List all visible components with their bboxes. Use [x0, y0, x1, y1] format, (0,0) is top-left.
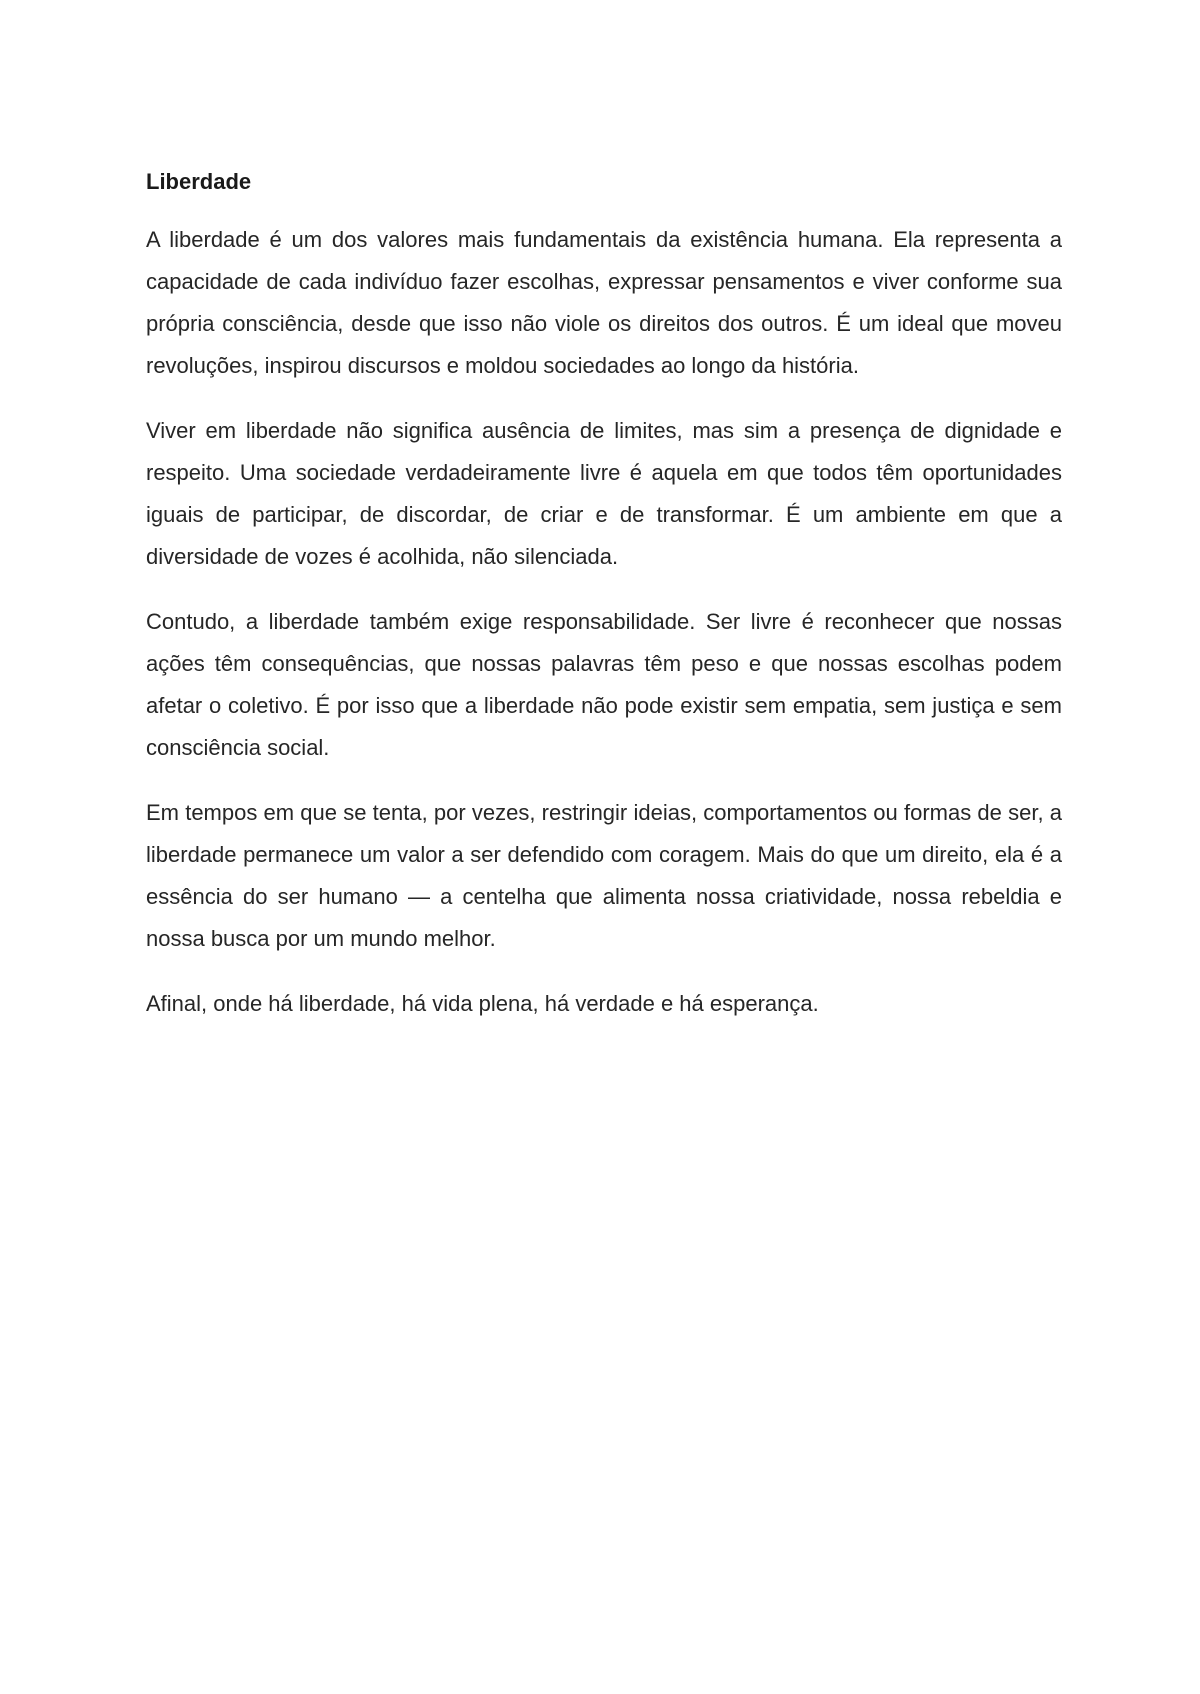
paragraph-2: Viver em liberdade não significa ausência de limites, mas sim a presença de dignidade e respeito. Uma sociedade verdadeiramente livre é aquela em que todos têm oportunidades iguais de participar, de discordar, de criar e de transformar. É um ambiente em que a diversidade de vozes é acolhida, não silenciada.	[146, 418, 1062, 569]
paragraph-5: Afinal, onde há liberdade, há vida plena, há verdade e há esperança.	[146, 991, 819, 1016]
document-title: Liberdade	[146, 169, 252, 194]
paragraph-4: Em tempos em que se tenta, por vezes, restringir ideias, comportamentos ou formas de ser, a liberdade permanece um valor a ser defendido com coragem. Mais do que um direito, ela é a essência do ser humano — a centelha que alimenta nossa criatividade, nossa rebeldia e nossa busca por um mundo melhor.	[146, 800, 1062, 951]
document-body	[146, 168, 1062, 1048]
paragraph-3: Contudo, a liberdade também exige responsabilidade. Ser livre é reconhecer que nossas ações têm consequências, que nossas palavras têm peso e que nossas escolhas podem afetar o coletivo. É por isso que a liberdade não pode existir sem empatia, sem justiça e sem consciência social.	[146, 609, 1062, 760]
paragraph-1: A liberdade é um dos valores mais fundamentais da existência humana. Ela representa a capacidade de cada indivíduo fazer escolhas, expressar pensamentos e viver conforme sua própria consciência, desde que isso não viole os direitos dos outros. É um ideal que moveu revoluções, inspirou discursos e moldou sociedades ao longo da história.	[146, 227, 1062, 378]
